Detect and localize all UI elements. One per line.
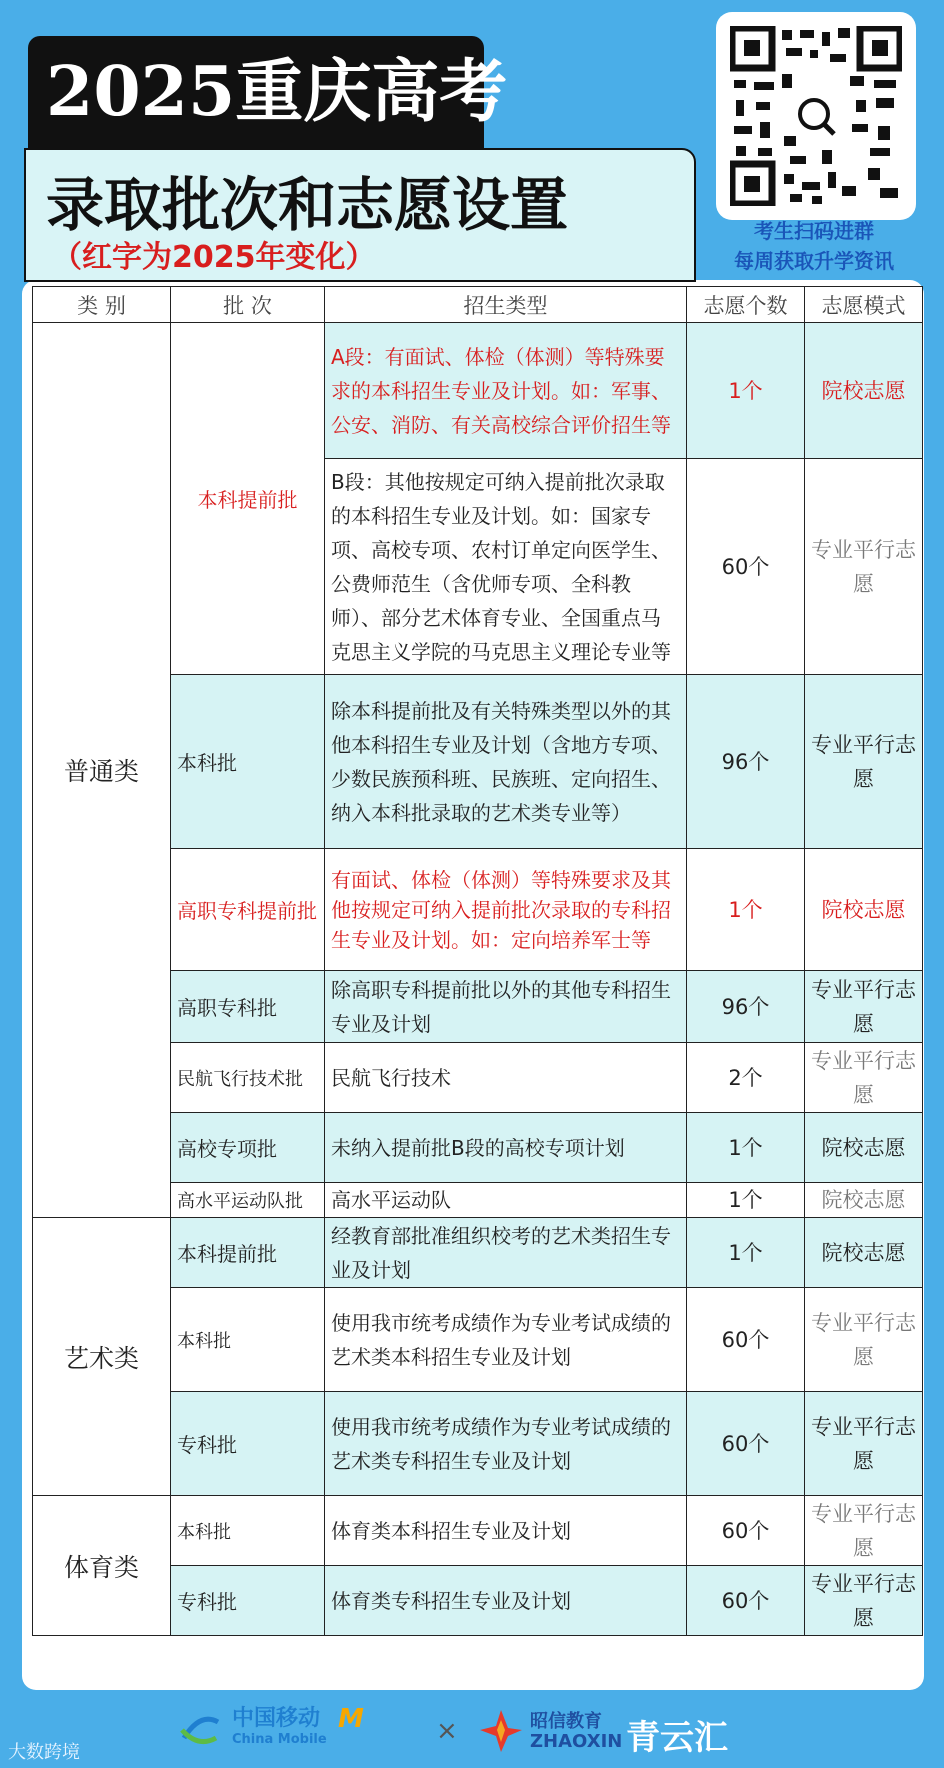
batch-cell: 高职专科批 <box>171 971 325 1043</box>
qingyunhui-brand: 青云汇 <box>626 1718 728 1758</box>
batch-cell: 本科批 <box>171 1496 325 1566</box>
table-header-row <box>33 287 923 323</box>
mode-cell: 专业平行志愿 <box>805 459 923 675</box>
china-mobile-cn: 中国移动 <box>232 1706 321 1731</box>
mode-cell: 院校志愿 <box>805 1183 923 1218</box>
qr-caption <box>706 216 922 276</box>
mode-cell: 专业平行志愿 <box>805 1392 923 1496</box>
type-cell: 高水平运动队 <box>325 1183 687 1218</box>
count-cell: 60个 <box>687 1566 805 1636</box>
zhaoxin-logo-icon <box>478 1708 524 1754</box>
count-cell: 60个 <box>687 1392 805 1496</box>
mode-cell: 专业平行志愿 <box>805 971 923 1043</box>
type-cell: 体育类专科招生专业及计划 <box>325 1566 687 1636</box>
table-row <box>33 1218 923 1288</box>
batch-cell: 高校专项批 <box>171 1113 325 1183</box>
count-cell: 60个 <box>687 459 805 675</box>
header-mode: 志愿模式 <box>805 287 923 323</box>
count-cell: 1个 <box>687 1218 805 1288</box>
batch-cell: 高水平运动队批 <box>171 1183 325 1218</box>
count-cell: 96个 <box>687 971 805 1043</box>
collab-times: × <box>436 1716 458 1746</box>
page-title: 2025重庆高考 <box>28 36 484 148</box>
type-cell: 除本科提前批及有关特殊类型以外的其他本科招生专业及计划（含地方专项、少数民族预科班、民族班、定向招生、纳入本科批录取的艺术类专业等） <box>325 675 687 849</box>
count-cell: 1个 <box>687 1113 805 1183</box>
table-row <box>33 1496 923 1566</box>
count-cell: 96个 <box>687 675 805 849</box>
batch-cell: 本科提前批 <box>171 1218 325 1288</box>
header-count: 志愿个数 <box>687 287 805 323</box>
qr-caption-line-1: 考生扫码进群 <box>754 219 874 243</box>
mode-cell: 院校志愿 <box>805 849 923 971</box>
subtitle-box <box>24 148 696 282</box>
batch-cell: 本科批 <box>171 1288 325 1392</box>
admission-table <box>32 286 923 1636</box>
batch-cell: 本科提前批 <box>171 323 325 675</box>
type-cell: 经教育部批准组织校考的艺术类招生专业及计划 <box>325 1218 687 1288</box>
type-cell: 民航飞行技术 <box>325 1043 687 1113</box>
qr-caption-line-2: 每周获取升学资讯 <box>734 249 894 273</box>
type-cell: 除高职专科提前批以外的其他专科招生专业及计划 <box>325 971 687 1043</box>
qr-code[interactable] <box>716 12 916 220</box>
category-art: 艺术类 <box>33 1218 171 1496</box>
m-brand-logo: M <box>338 1704 364 1734</box>
qr-code-icon <box>730 26 902 206</box>
page-subtitle: 录取批次和志愿设置 <box>46 171 569 239</box>
zhaoxin-cn: 昭信教育 <box>530 1711 602 1732</box>
type-cell: 体育类本科招生专业及计划 <box>325 1496 687 1566</box>
batch-cell: 本科批 <box>171 675 325 849</box>
count-cell: 1个 <box>687 323 805 459</box>
mode-cell: 专业平行志愿 <box>805 1043 923 1113</box>
batch-cell: 民航飞行技术批 <box>171 1043 325 1113</box>
mode-cell: 院校志愿 <box>805 323 923 459</box>
zhaoxin-en: ZHAOXIN <box>530 1731 623 1752</box>
batch-cell: 高职专科提前批 <box>171 849 325 971</box>
header-category: 类 别 <box>33 287 171 323</box>
china-mobile-logo-icon <box>178 1708 222 1752</box>
batch-cell: 专科批 <box>171 1392 325 1496</box>
category-sports: 体育类 <box>33 1496 171 1636</box>
type-cell: 使用我市统考成绩作为专业考试成绩的艺术类本科招生专业及计划 <box>325 1288 687 1392</box>
mode-cell: 专业平行志愿 <box>805 1496 923 1566</box>
batch-cell: 专科批 <box>171 1566 325 1636</box>
category-general: 普通类 <box>33 323 171 1218</box>
type-cell: A段：有面试、体检（体测）等特殊要求的本科招生专业及计划。如：军事、公安、消防、有关高校综合评价招生等 <box>325 323 687 459</box>
zhaoxin-logo <box>530 1712 622 1752</box>
mode-cell: 院校志愿 <box>805 1113 923 1183</box>
mode-cell: 专业平行志愿 <box>805 675 923 849</box>
type-cell: 未纳入提前批B段的高校专项计划 <box>325 1113 687 1183</box>
watermark: 大数跨境 <box>8 1742 80 1763</box>
header-type: 招生类型 <box>325 287 687 323</box>
type-cell: B段：其他按规定可纳入提前批次录取的本科招生专业及计划。如：国家专项、高校专项、农村订单定向医学生、公费师范生（含优师专项、全科教师）、部分艺术体育专业、全国重点马克思主义学院的马克思主义理论专业等 <box>325 459 687 675</box>
type-cell: 有面试、体检（体测）等特殊要求及其他按规定可纳入提前批次录取的专科招生专业及计划。如：定向培养军士等 <box>325 849 687 971</box>
count-cell: 2个 <box>687 1043 805 1113</box>
mode-cell: 院校志愿 <box>805 1218 923 1288</box>
count-cell: 1个 <box>687 849 805 971</box>
header-batch: 批 次 <box>171 287 325 323</box>
count-cell: 60个 <box>687 1288 805 1392</box>
china-mobile-logo <box>232 1706 327 1747</box>
mode-cell: 专业平行志愿 <box>805 1288 923 1392</box>
count-cell: 60个 <box>687 1496 805 1566</box>
mode-cell: 专业平行志愿 <box>805 1566 923 1636</box>
table-row <box>33 323 923 459</box>
change-note: （红字为2025年变化） <box>52 240 376 275</box>
count-cell: 1个 <box>687 1183 805 1218</box>
china-mobile-en: China Mobile <box>232 1732 327 1747</box>
type-cell: 使用我市统考成绩作为专业考试成绩的艺术类专科招生专业及计划 <box>325 1392 687 1496</box>
